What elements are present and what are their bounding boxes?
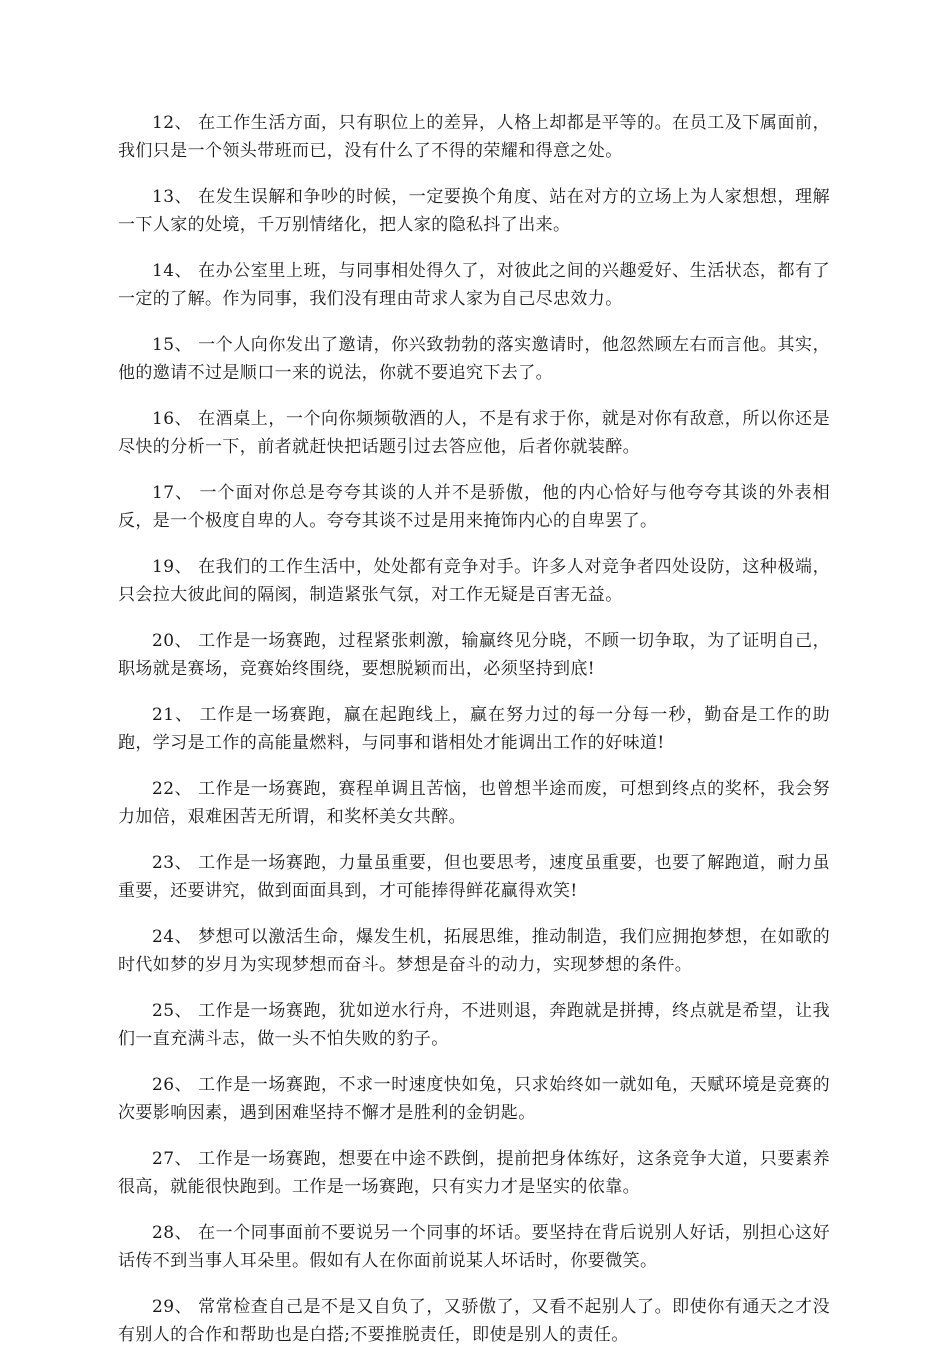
paragraph-15: 15、 一个人向你发出了邀请，你兴致勃勃的落实邀请时，他忽然顾左右而言他。其实，他的邀请不过是顺口一来的说法，你就不要追究下去了。 xyxy=(118,335,830,383)
document-body xyxy=(118,109,830,1367)
paragraph-20: 20、 工作是一场赛跑，过程紧张刺激，输赢终见分晓，不顾一切争取，为了证明自己，职场就是赛场，竞赛始终围绕，要想脱颖而出，必须坚持到底! xyxy=(118,631,830,679)
paragraph-24: 24、 梦想可以激活生命，爆发生机，拓展思维，推动制造，我们应拥抱梦想，在如歌的时代如梦的岁月为实现梦想而奋斗。梦想是奋斗的动力，实现梦想的条件。 xyxy=(118,927,830,975)
paragraph-19: 19、 在我们的工作生活中，处处都有竞争对手。许多人对竞争者四处设防，这种极端，只会拉大彼此间的隔阂，制造紧张气氛，对工作无疑是百害无益。 xyxy=(118,557,830,605)
paragraph-14: 14、 在办公室里上班，与同事相处得久了，对彼此之间的兴趣爱好、生活状态，都有了一定的了解。作为同事，我们没有理由苛求人家为自己尽忠效力。 xyxy=(118,261,830,309)
paragraph-22: 22、 工作是一场赛跑，赛程单调且苦恼，也曾想半途而废，可想到终点的奖杯，我会努力加倍，艰难困苦无所谓，和奖杯美女共醉。 xyxy=(118,779,830,827)
paragraph-25: 25、 工作是一场赛跑，犹如逆水行舟，不进则退，奔跑就是拼搏，终点就是希望，让我们一直充满斗志，做一头不怕失败的豹子。 xyxy=(118,1001,830,1049)
paragraph-16: 16、 在酒桌上，一个向你频频敬酒的人，不是有求于你，就是对你有敌意，所以你还是尽快的分析一下，前者就赶快把话题引过去答应他，后者你就装醉。 xyxy=(118,409,830,457)
paragraph-17: 17、 一个面对你总是夸夸其谈的人并不是骄傲，他的内心恰好与他夸夸其谈的外表相反，是一个极度自卑的人。夸夸其谈不过是用来掩饰内心的自卑罢了。 xyxy=(118,483,830,531)
paragraph-21: 21、 工作是一场赛跑，赢在起跑线上，赢在努力过的每一分每一秒，勤奋是工作的助跑，学习是工作的高能量燃料，与同事和谐相处才能调出工作的好味道! xyxy=(118,705,830,753)
paragraph-26: 26、 工作是一场赛跑，不求一时速度快如兔，只求始终如一就如龟，天赋环境是竞赛的次要影响因素，遇到困难坚持不懈才是胜利的金钥匙。 xyxy=(118,1075,830,1123)
paragraph-12: 12、 在工作生活方面，只有职位上的差异，人格上却都是平等的。在员工及下属面前，我们只是一个领头带班而已，没有什么了不得的荣耀和得意之处。 xyxy=(118,113,830,161)
paragraph-29: 29、 常常检查自己是不是又自负了，又骄傲了，又看不起别人了。即使你有通天之才没有别人的合作和帮助也是白搭;不要推脱责任，即使是别人的责任。 xyxy=(118,1297,830,1345)
paragraph-27: 27、 工作是一场赛跑，想要在中途不跌倒，提前把身体练好，这条竞争大道，只要素养很高，就能很快跑到。工作是一场赛跑，只有实力才是坚实的依靠。 xyxy=(118,1149,830,1197)
paragraph-23: 23、 工作是一场赛跑，力量虽重要，但也要思考，速度虽重要，也要了解跑道，耐力虽重要，还要讲究，做到面面具到，才可能捧得鲜花赢得欢笑! xyxy=(118,853,830,901)
paragraph-13: 13、 在发生误解和争吵的时候，一定要换个角度、站在对方的立场上为人家想想，理解一下人家的处境，千万别情绪化，把人家的隐私抖了出来。 xyxy=(118,187,830,235)
paragraph-28: 28、 在一个同事面前不要说另一个同事的坏话。要坚持在背后说别人好话，别担心这好话传不到当事人耳朵里。假如有人在你面前说某人坏话时，你要微笑。 xyxy=(118,1223,830,1271)
